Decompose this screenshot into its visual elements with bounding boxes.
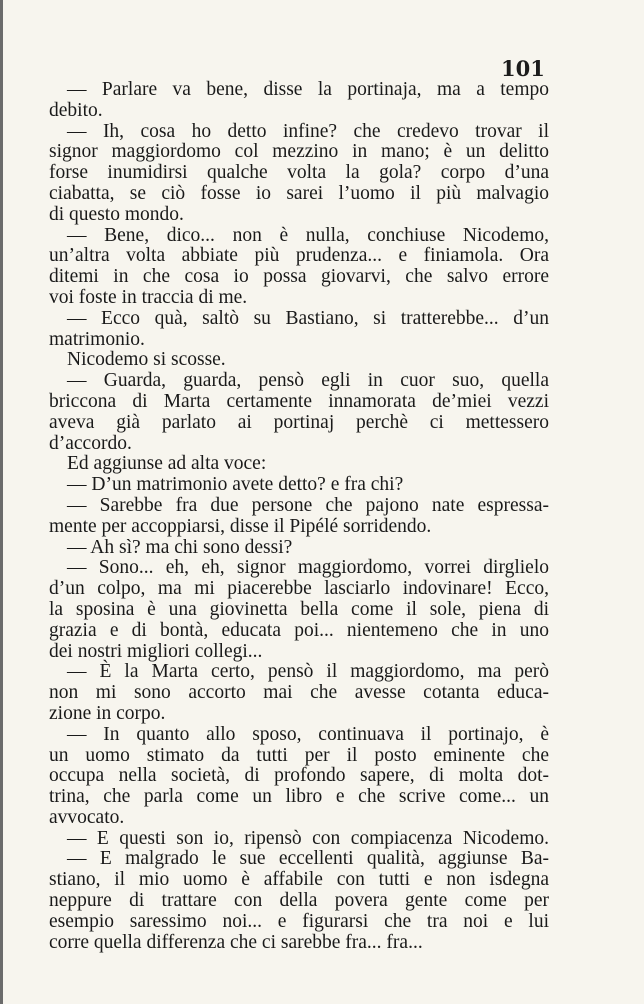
- text-line: — In quanto allo sposo, continuava il portinajo, è: [67, 723, 549, 745]
- text-line: un uomo stimato da tutti per il posto eminente che: [49, 744, 549, 766]
- text-line: corre quella differenza che ci sarebbe fra... fra...: [49, 931, 423, 953]
- text-line: un’altra volta abbiate più prudenza... e finiamola. Ora: [49, 245, 549, 267]
- text-line: neppure di trattare con della povera gente come per: [49, 890, 549, 912]
- text-line: d’accordo.: [49, 432, 132, 454]
- text-line: mente per accoppiarsi, disse il Pipélé sorridendo.: [49, 515, 432, 537]
- text-line: — Ecco quà, saltò su Bastiano, si tratterebbe... d’un: [67, 307, 549, 329]
- text-line: Ed aggiunse ad alta voce:: [67, 453, 267, 475]
- text-line: avvocato.: [49, 806, 125, 828]
- text-line: trina, che parla come un libro e che scrive come... un: [49, 786, 549, 808]
- text-line: — D’un matrimonio avete detto? e fra chi?: [67, 474, 404, 496]
- text-line: ditemi in che cosa io possa giovarvi, che salvo errore: [49, 266, 549, 288]
- text-line: aveva già parlato ai portinaj perchè ci mettessero: [49, 411, 549, 433]
- text-line: — Parlare va bene, disse la portinaja, ma a tempo: [67, 79, 549, 100]
- text-line: — Guarda, guarda, pensò egli in cuor suo, quella: [67, 370, 549, 392]
- text-line: forse inumidirsi qualche volta la gola? corpo d’una: [49, 162, 549, 184]
- text-line: di questo mondo.: [49, 203, 184, 225]
- text-line: d’un colpo, ma mi piacerebbe lasciarlo indovinare! Ecco,: [49, 578, 549, 600]
- text-line: — Ih, cosa ho detto infine? che credevo trovar il: [67, 120, 549, 142]
- text-line: ciabatta, se ciò fosse io sarei l’uomo il più malvagio: [49, 182, 549, 204]
- page-number: 101: [501, 56, 545, 81]
- text-line: occupa nella società, di profondo sapere, di molta dot-: [49, 765, 549, 787]
- text-line: — È la Marta certo, pensò il maggiordomo, ma però: [67, 661, 549, 683]
- text-line: signor maggiordomo col mezzino in mano; è un delitto: [49, 141, 549, 163]
- text-line: stiano, il mio uomo è affabile con tutti e non isdegna: [49, 869, 549, 891]
- text-line: — Sono... eh, eh, signor maggiordomo, vorrei dirglielo: [67, 557, 549, 579]
- text-line: — Bene, dico... non è nulla, conchiuse Nicodemo,: [67, 224, 549, 246]
- text-line: matrimonio.: [49, 328, 145, 350]
- text-line: grazia e di bontà, educata poi... nientemeno che in uno: [49, 619, 549, 641]
- text-line: — E questi son io, ripensò con compiacenza Nicodemo.: [67, 827, 549, 849]
- body-text: [49, 80, 549, 953]
- text-line: — Sarebbe fra due persone che pajono nate espressa-: [67, 494, 549, 516]
- text-line: debito.: [49, 99, 103, 121]
- text-line: esempio saressimo noi... e figurarsi che tra noi e lui: [49, 910, 549, 932]
- text-line: — Ah sì? ma chi sono dessi?: [67, 536, 293, 558]
- text-line: dei nostri migliori collegi...: [49, 640, 263, 662]
- text-line: la sposina è una giovinetta bella come il sole, piena di: [49, 598, 549, 620]
- text-line: briccona di Marta certamente innamorata de’miei vezzi: [49, 390, 549, 412]
- text-line: voi foste in traccia di me.: [49, 286, 248, 308]
- text-line: — E malgrado le sue eccellenti qualità, aggiunse Ba-: [67, 848, 549, 870]
- text-line: non mi sono accorto mai che avesse cotanta educa-: [49, 682, 549, 704]
- text-line: Nicodemo si scosse.: [67, 349, 226, 371]
- text-line: zione in corpo.: [49, 702, 166, 724]
